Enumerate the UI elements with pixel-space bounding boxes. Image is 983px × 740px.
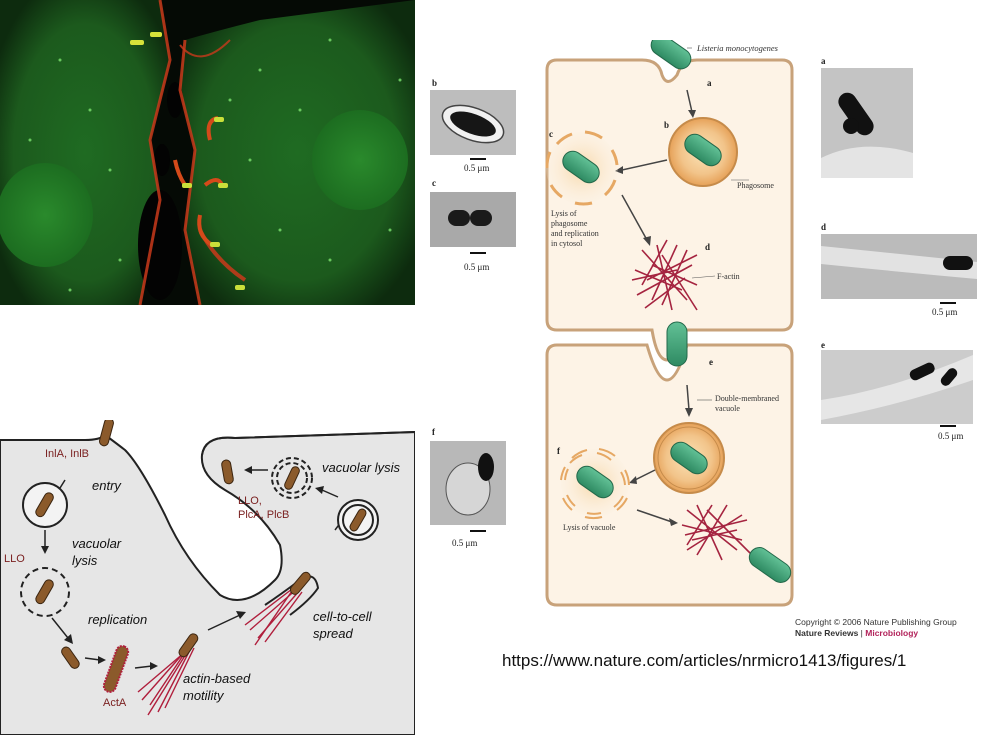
lysis-c-line2: phagosome bbox=[551, 219, 588, 228]
scale-bar-f bbox=[470, 530, 486, 532]
spread-label: spread bbox=[313, 626, 353, 641]
replication-label: replication bbox=[88, 612, 148, 627]
fluorescence-micrograph bbox=[0, 0, 415, 305]
step-e-label: e bbox=[709, 357, 713, 367]
micrograph-e bbox=[821, 350, 973, 424]
entry-label: entry bbox=[92, 478, 121, 493]
acta-label: ActA bbox=[103, 697, 127, 709]
journal-separator: | bbox=[858, 628, 866, 638]
vacuolar-label: vacuolar bbox=[72, 536, 122, 551]
lysis-c-line3: and replication bbox=[551, 229, 599, 238]
step-b-label: b bbox=[664, 120, 670, 130]
vacuolar-lysis-label: vacuolar lysis bbox=[322, 460, 401, 475]
motility-label: motility bbox=[183, 688, 224, 703]
micrograph-a bbox=[821, 68, 913, 178]
factin-label: F-actin bbox=[717, 272, 740, 281]
micrograph-label-a: a bbox=[821, 56, 826, 66]
micrograph-label-e: e bbox=[821, 340, 825, 350]
scale-label-b: 0.5 μm bbox=[464, 163, 490, 173]
lysis-vacuole-label: Lysis of vacuole bbox=[563, 523, 616, 532]
micrograph-label-f: f bbox=[432, 427, 435, 437]
lysis-label: lysis bbox=[72, 553, 98, 568]
micrograph-b bbox=[430, 90, 516, 155]
step-a-label: a bbox=[707, 78, 712, 88]
scale-bar-b bbox=[470, 158, 486, 160]
label-listeria: Listeria monocytogenes bbox=[697, 43, 778, 53]
double-membrane-line2: vacuole bbox=[715, 404, 740, 413]
phagosome-label: Phagosome bbox=[737, 181, 774, 190]
scale-bar-d bbox=[940, 302, 956, 304]
micrograph-label-d: d bbox=[821, 222, 827, 232]
step-f-label: f bbox=[557, 446, 560, 456]
scale-label-e: 0.5 μm bbox=[938, 431, 964, 441]
journal-section: Microbiology bbox=[865, 628, 919, 638]
scale-bar-c bbox=[470, 252, 486, 254]
scale-label-d: 0.5 μm bbox=[932, 307, 958, 317]
journal-name: Nature Reviews bbox=[795, 628, 859, 638]
micrograph-d bbox=[821, 234, 977, 299]
step-d-label: d bbox=[705, 242, 711, 252]
micrograph-c bbox=[430, 192, 516, 247]
scale-label-c: 0.5 μm bbox=[464, 262, 490, 272]
scale-bar-e bbox=[940, 425, 956, 427]
micrograph-label-c: c bbox=[432, 178, 436, 188]
infection-schematic bbox=[537, 40, 807, 610]
source-url[interactable]: https://www.nature.com/articles/nrmicro1413/figures/1 bbox=[502, 651, 907, 670]
lifecycle-diagram bbox=[0, 420, 415, 735]
step-c-label: c bbox=[549, 129, 553, 139]
scale-label-f: 0.5 μm bbox=[452, 538, 478, 548]
lysis-c-line1: Lysis of bbox=[551, 209, 577, 218]
micrograph-label-b: b bbox=[432, 78, 438, 88]
lysis-c-line4: in cytosol bbox=[551, 239, 583, 248]
inla-inlb-label: InlA, InlB bbox=[45, 448, 90, 460]
cell-to-cell-label: cell-to-cell bbox=[313, 609, 372, 624]
llo-plc-label-2: PlcA, PlcB bbox=[238, 509, 290, 521]
llo-label: LLO bbox=[4, 553, 25, 565]
copyright-block bbox=[795, 617, 957, 639]
llo-plc-label-1: LLO, bbox=[238, 495, 262, 507]
double-membrane-line1: Double-membraned bbox=[715, 394, 779, 403]
micrograph-f bbox=[430, 441, 506, 525]
actin-based-label: actin-based bbox=[183, 671, 251, 686]
copyright-line: Copyright © 2006 Nature Publishing Group bbox=[795, 617, 957, 627]
